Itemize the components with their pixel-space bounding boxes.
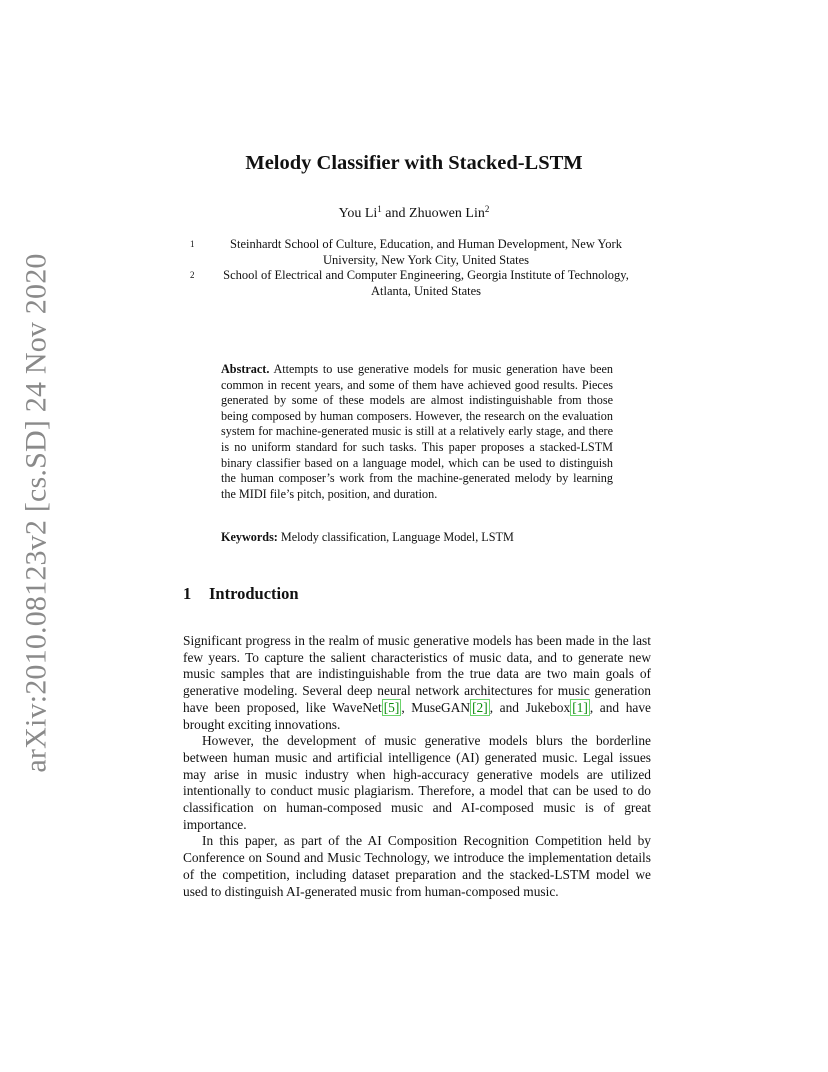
body-text xyxy=(183,633,651,900)
affiliation-2-mark: 2 xyxy=(190,270,195,280)
affiliation-2-text: School of Electrical and Computer Engineering, Georgia Institute of Technology, Atlanta, United States xyxy=(223,268,629,298)
arxiv-identifier-text: arXiv:2010.08123v2 [cs.SD] 24 Nov 2020 xyxy=(20,253,54,773)
section-number: 1 xyxy=(183,584,192,603)
citation-link-2[interactable]: [2] xyxy=(472,699,488,715)
abstract-text: Attempts to use generative models for music generation have been common in recent years, and some of them have achieved good results. Pieces generated by some of these models are almost indistinguishable from those being composed by human composers. However, the research on the evaluation system for machine-generated music is still at a relatively early stage, and there is no uniform standard for such tasks. This paper proposes a stacked-LSTM binary classifier based on a language model, which can be used to distinguish the human composer’s work from the machine-generated melody by learning the MIDI file’s pitch, position, and duration. xyxy=(221,362,614,501)
keywords-text: Melody classification, Language Model, LSTM xyxy=(280,530,514,544)
section-heading xyxy=(183,584,299,604)
paragraph-1-text-b: , MuseGAN xyxy=(401,699,471,715)
affiliation-1-text: Steinhardt School of Culture, Education, and Human Development, New York University, New York City, United States xyxy=(230,237,622,267)
paragraph-1-text-c: , and Jukebox xyxy=(489,699,571,715)
keywords-label: Keywords: xyxy=(221,530,278,544)
citation-link-5[interactable]: [5] xyxy=(383,699,400,715)
author-1: You Li xyxy=(338,206,378,221)
affiliation-1-mark: 1 xyxy=(190,239,195,249)
author-1-affil-mark: 1 xyxy=(377,204,382,214)
author-conjunction: and xyxy=(381,206,410,221)
affiliation-1 xyxy=(190,236,650,268)
paper-title: Melody Classifier with Stacked-LSTM xyxy=(245,152,583,174)
keywords-block xyxy=(221,530,613,546)
abstract-block xyxy=(221,362,613,502)
paragraph-3: In this paper, as part of the AI Composition Recognition Competition held by Conference on Sound and Music Technology, we introduce the implementation details of the competition, including dataset preparation and the stacked-LSTM model we used to distinguish AI-generated music from human-composed music. xyxy=(183,833,651,899)
paragraph-2: However, the development of music generative models blurs the borderline between human music and artificial intelligence (AI) generated music. Legal issues may arise in music industry when high-accuracy generative models are utilized intentionally to conduct music plagiarism. Therefore, a model that can be used to do classification on human-composed music and AI-composed music is of great importance. xyxy=(183,733,651,832)
paragraph-1-text-d: , and have brought exciting innovations. xyxy=(183,699,651,732)
abstract-label: Abstract. xyxy=(221,362,270,376)
author-2: Zhuowen Lin xyxy=(409,206,485,221)
affiliation-2 xyxy=(190,267,650,299)
paragraph-1-text-a: Significant progress in the realm of music generative models has been made in the last few years. To capture the salient characteristics of music data, and to generate new music samples that are indistinguishable from the true data are two main goals of generative modeling. Several deep neural network architectures for music generation have been proposed, like WaveNet xyxy=(183,633,651,715)
citation-link-1[interactable]: [1] xyxy=(572,699,588,715)
paragraph-1 xyxy=(183,633,651,733)
author-2-affil-mark: 2 xyxy=(484,204,490,214)
author-line xyxy=(0,206,828,222)
arxiv-identifier-margin xyxy=(16,253,58,773)
section-title: Introduction xyxy=(209,584,299,603)
